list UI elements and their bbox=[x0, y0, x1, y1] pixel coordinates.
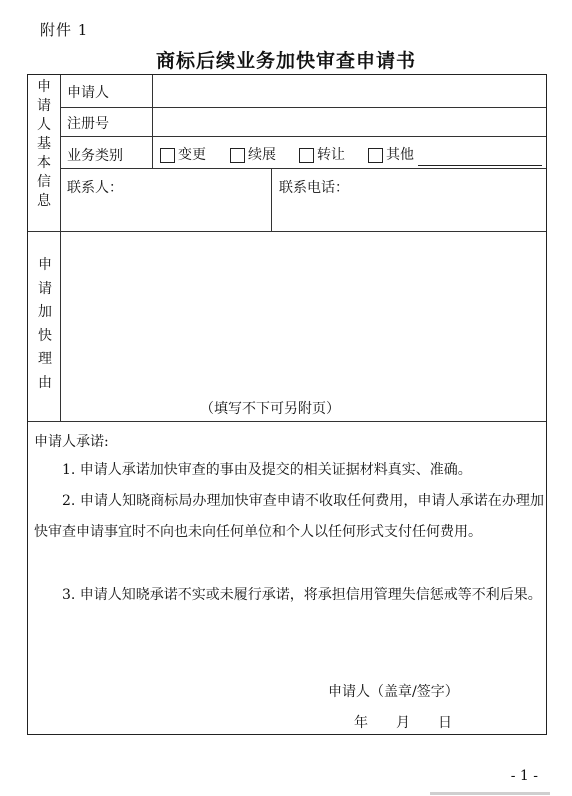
applicant-field[interactable] bbox=[154, 77, 542, 105]
section-divider bbox=[28, 231, 546, 232]
option-change[interactable] bbox=[160, 146, 206, 164]
registration-number-field[interactable] bbox=[154, 109, 542, 135]
page-edge-strip bbox=[430, 792, 550, 795]
reason-note: （填写不下可另附页） bbox=[200, 401, 340, 417]
commitment-item-3: 3. 申请人知晓承诺不实或未履行承诺，将承担信用管理失信惩戒等不利后果。 bbox=[62, 587, 542, 603]
option-other-label: 其他 bbox=[386, 147, 414, 163]
option-change-label: 变更 bbox=[178, 147, 206, 163]
row-divider bbox=[60, 168, 546, 169]
commitment-item-2: 2. 申请人知晓商标局办理加快审查申请不收取任何费用，申请人承诺在办理加快审查申请事宜时不向也未向任何单位和个人以任何形式支付任何费用。 bbox=[34, 493, 544, 540]
option-renewal[interactable] bbox=[230, 146, 276, 164]
commitment-heading: 申请人承诺: bbox=[34, 434, 109, 450]
other-fill-line[interactable] bbox=[418, 165, 542, 166]
contact-phone-label: 联系电话： bbox=[279, 180, 349, 196]
option-other[interactable] bbox=[368, 146, 414, 164]
section-divider bbox=[28, 421, 546, 422]
option-transfer-label: 转让 bbox=[317, 147, 345, 163]
left-column-divider bbox=[60, 75, 61, 421]
application-form bbox=[27, 74, 547, 735]
label-column-divider bbox=[152, 75, 153, 168]
checkbox-renewal[interactable] bbox=[230, 148, 245, 163]
reason-field[interactable] bbox=[62, 233, 544, 393]
row-divider bbox=[60, 136, 546, 137]
registration-number-label: 注册号 bbox=[67, 116, 109, 132]
contact-divider bbox=[271, 168, 272, 231]
date-line: 年 月 日 bbox=[354, 715, 452, 731]
contact-person-label: 联系人： bbox=[67, 180, 123, 196]
option-transfer[interactable] bbox=[299, 146, 345, 164]
signature-line: 申请人（盖章/签字） bbox=[328, 684, 459, 700]
attachment-label: 附件 1 bbox=[40, 21, 89, 39]
reason-side-label: 申请加快理由 bbox=[38, 257, 52, 391]
checkbox-transfer[interactable] bbox=[299, 148, 314, 163]
checkbox-change[interactable] bbox=[160, 148, 175, 163]
checkbox-other[interactable] bbox=[368, 148, 383, 163]
business-type-label: 业务类别 bbox=[67, 148, 123, 164]
applicant-info-side-label: 申请人基本信息 bbox=[37, 79, 51, 209]
commitment-item-1: 1. 申请人承诺加快审查的事由及提交的相关证据材料真实、准确。 bbox=[62, 462, 472, 478]
document-title: 商标后续业务加快审查申请书 bbox=[155, 50, 416, 72]
applicant-label: 申请人 bbox=[67, 85, 109, 101]
page-number: - 1 - bbox=[510, 768, 538, 784]
option-renewal-label: 续展 bbox=[248, 147, 276, 163]
row-divider bbox=[60, 107, 546, 108]
